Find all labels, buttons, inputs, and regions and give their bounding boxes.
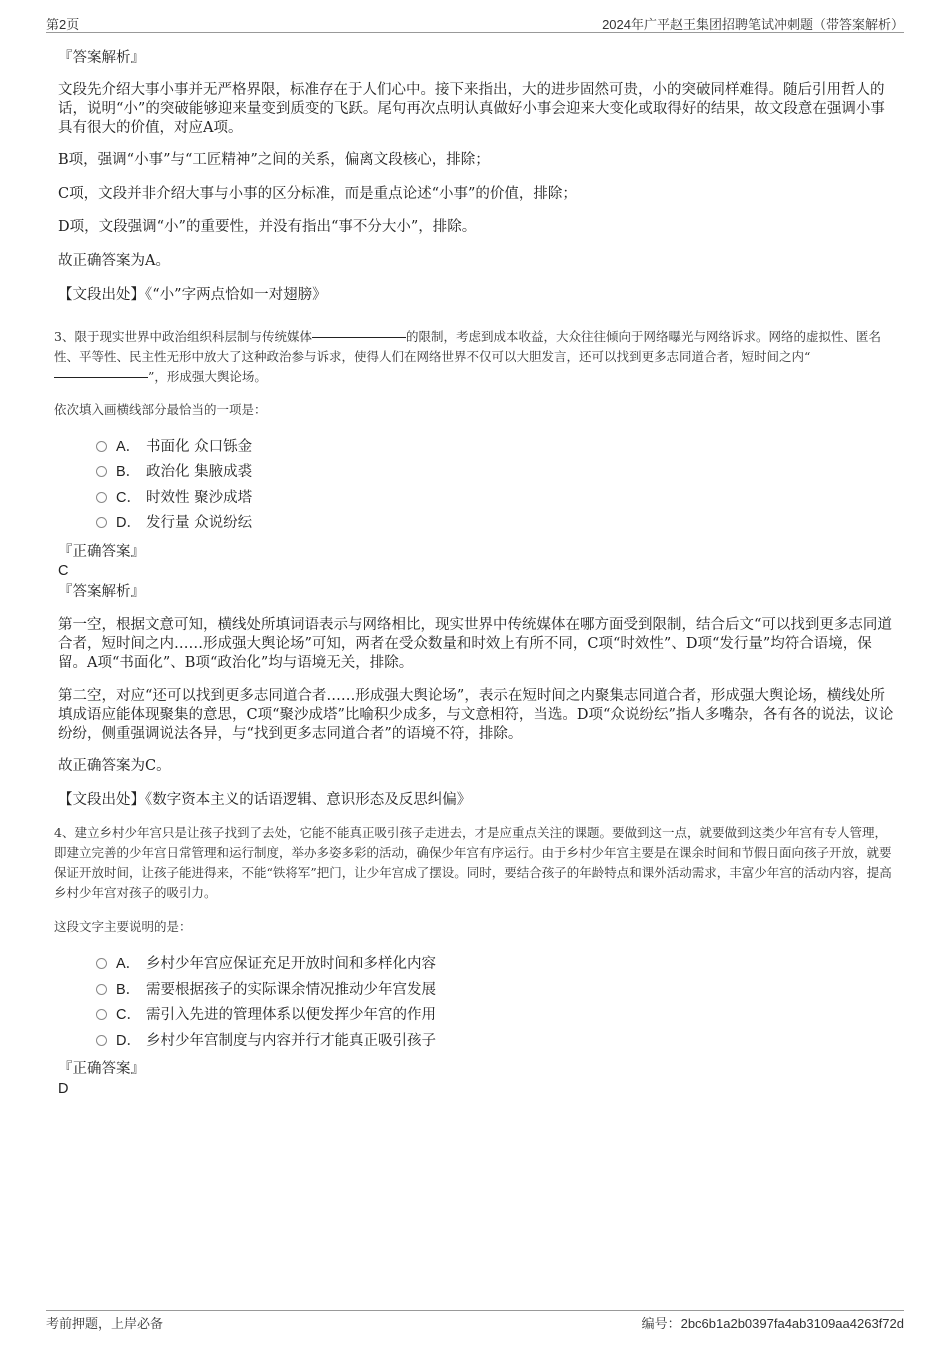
radio-icon[interactable]	[96, 466, 107, 477]
q2-analysis-heading: 『答案解析』	[58, 50, 145, 66]
q3-conclusion: 故正确答案为C。	[58, 758, 171, 774]
q3-option-c[interactable]: C． 时效性 聚沙成塔	[96, 488, 252, 508]
radio-icon[interactable]	[96, 1009, 107, 1020]
q3-stem-part1: 3、限于现实世界中政治组织科层制与传统媒体	[54, 329, 312, 344]
radio-icon[interactable]	[96, 441, 107, 452]
q2-source: 【文段出处】《“小”字两点恰如一对翅膀》	[58, 287, 327, 303]
q3-prompt: 依次填入画横线部分最恰当的一项是：	[54, 402, 267, 417]
q4-answer-heading: 『正确答案』	[58, 1061, 145, 1077]
page-number: 第2页	[46, 17, 80, 32]
q2-conclusion: 故正确答案为A。	[58, 253, 170, 269]
q2-analysis-option-b: B项，强调“小事”与“工匠精神”之间的关系，偏离文段核心，排除；	[58, 152, 490, 168]
q3-analysis-heading: 『答案解析』	[58, 584, 145, 600]
q3-analysis-paragraph-2: 第二空，对应“还可以找到更多志同道合者……形成强大舆论场”，表示在短时间之内聚集志同道合者，形成强大舆论场，横线处所填成语应能体现聚集的意思，C项“聚沙成塔”比喻积少成多，与文意相符，当选。D项“众说纷纭”指人多嘴杂，各有各的说法，议论纷纷，侧重强调说法各异，与“找到更多志同道合者”的语境不符，排除。	[58, 688, 894, 742]
q3-source: 【文段出处】《数字资本主义的话语逻辑、意识形态及反思纠偏》	[58, 792, 472, 808]
q3-blank-2	[54, 376, 148, 378]
footer-code-label: 编号：	[641, 1316, 681, 1331]
radio-icon[interactable]	[96, 984, 107, 995]
q4-option-a[interactable]: A． 乡村少年宫应保证充足开放时间和多样化内容	[96, 954, 436, 974]
q2-analysis-option-c: C项，文段并非介绍大事与小事的区分标准，而是重点论述“小事”的价值，排除；	[58, 186, 577, 202]
q2-analysis-paragraph: 文段先介绍大事小事并无严格界限，标准存在于人们心中。接下来指出，大的进步固然可贵，小的突破同样难得。随后引用哲人的话，说明“小”的突破能够迎来量变到质变的飞跃。尾句再次点明认真做好小事会迎来大变化或取得好的结果，故文段意在强调小事具有很大的价值，对应A项。	[58, 82, 885, 136]
footer-code-value: 2bc6b1a2b0397fa4ab3109aa4263f72d	[680, 1316, 904, 1331]
radio-icon[interactable]	[96, 1035, 107, 1046]
footer-code	[642, 1313, 904, 1332]
q4-prompt: 这段文字主要说明的是：	[54, 919, 192, 934]
q3-answer: C	[58, 563, 69, 579]
footer-slogan: 考前押题，上岸必备	[46, 1316, 164, 1331]
q3-stem-part2: 的限制，考虑到成本收益，大众往往倾向于网络曝光与网络诉求。网络的虚拟性、匿名性、平等性、民主性无形中放大了这种政治参与诉求，使得人们在网络世界不仅可以大胆发言，还可以找到更多志同道合者，短时间之内“	[54, 329, 881, 364]
q3-stem	[54, 327, 898, 387]
q3-analysis-paragraph-1: 第一空，根据文意可知，横线处所填词语表示与网络相比，现实世界中传统媒体在哪方面受到限制，结合后文“可以找到更多志同道合者，短时间之内……形成强大舆论场”可知，两者在受众数量和时效上有所不同，C项“时效性”、D项“发行量”均符合语境，保留。A项“书面化”、B项“政治化”均与语境无关，排除。	[58, 617, 892, 671]
q3-option-a[interactable]: A． 书面化 众口铄金	[96, 437, 252, 457]
q3-stem-part3: ”，形成强大舆论场。	[148, 369, 267, 384]
q4-option-d[interactable]: D． 乡村少年宫制度与内容并行才能真正吸引孩子	[96, 1031, 436, 1051]
footer-divider	[46, 1310, 904, 1311]
q4-stem: 4、建立乡村少年宫只是让孩子找到了去处，它能不能真正吸引孩子走进去，才是应重点关注的课题。要做到这一点，就要做到这类少年宫有专人管理，即建立完善的少年宫日常管理和运行制度，举办多姿多彩的活动，确保少年宫有序运行。由于乡村少年宫主要是在课余时间和节假日面向孩子开放，就要保证开放时间，让孩子能进得来，不能“铁将军”把门，让少年宫成了摆设。同时，要结合孩子的年龄特点和课外活动需求，丰富少年宫的活动内容，提高乡村少年宫对孩子的吸引力。	[54, 825, 892, 900]
q3-option-b[interactable]: B． 政治化 集腋成裘	[96, 462, 252, 482]
radio-icon[interactable]	[96, 958, 107, 969]
q4-option-b[interactable]: B． 需要根据孩子的实际课余情况推动少年宫发展	[96, 980, 436, 1000]
q4-answer: D	[58, 1081, 69, 1097]
header-divider	[46, 32, 904, 33]
q3-blank-1	[312, 336, 406, 338]
q2-analysis-option-d: D项，文段强调“小”的重要性，并没有指出“事不分大小”，排除。	[58, 219, 477, 235]
radio-icon[interactable]	[96, 492, 107, 503]
document-title: 2024年广平赵王集团招聘笔试冲刺题（带答案解析）	[602, 17, 904, 32]
radio-icon[interactable]	[96, 517, 107, 528]
q3-answer-heading: 『正确答案』	[58, 544, 145, 560]
q3-option-d[interactable]: D． 发行量 众说纷纭	[96, 513, 252, 533]
q4-option-c[interactable]: C． 需引入先进的管理体系以便发挥少年宫的作用	[96, 1005, 436, 1025]
